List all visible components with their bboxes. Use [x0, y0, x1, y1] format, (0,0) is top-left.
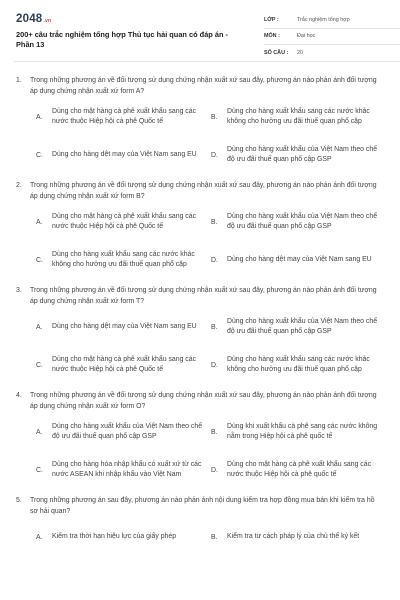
site-logo[interactable]	[16, 13, 51, 25]
question-1	[14, 76, 390, 171]
option-text: Dùng cho mặt hàng cà phê xuất khẩu sang các nước thuộc Hiệp hội cà phê Quốc tế	[52, 212, 197, 230]
option-text: Dùng cho hàng xuất khẩu của Việt Nam theo chế độ ưu đãi thuế quan phổ cập GSP	[227, 212, 378, 230]
option-text: Dùng cho hàng xuất khẩu sang các nước khác không cho hưởng ưu đãi thuế quan phổ cập	[52, 250, 195, 268]
answer-options	[36, 311, 390, 381]
option-letter: B.	[211, 113, 218, 121]
question-number: 3.	[16, 287, 22, 294]
answer-options	[36, 101, 390, 171]
option-text: Dùng khi xuất khẩu cà phê sang các nước không nằm trong Hiệp hội cà phê quốc tế	[227, 422, 378, 440]
question-2	[14, 181, 390, 276]
option-letter: B.	[211, 218, 218, 226]
option-letter: B.	[211, 323, 218, 331]
option-letter: C.	[36, 151, 43, 159]
question-text: Trong những phương án về đối tượng sử dụng chứng nhận xuất xứ sau đây, phương án nào phản ánh đối tượng áp dụng chứng nhận xuất xứ form O?	[30, 392, 377, 410]
option-a[interactable]	[36, 206, 211, 238]
option-a[interactable]	[36, 101, 211, 133]
option-text: Dùng cho hàng dệt may của Việt Nam sang EU	[227, 255, 372, 263]
answer-options	[36, 416, 390, 486]
meta-value: Đại học	[297, 33, 316, 40]
option-text: Dùng cho hàng xuất khẩu của Việt Nam theo chế độ ưu đãi thuế quan phổ cập GSP	[227, 145, 378, 163]
option-letter: C.	[36, 466, 43, 474]
option-a[interactable]	[36, 416, 211, 448]
option-text: Dùng cho hàng xuất khẩu sang các nước khác không cho hưởng ưu đãi thuế quan phổ cập	[227, 107, 370, 125]
question-4	[14, 391, 390, 486]
meta-value: 20	[297, 49, 303, 56]
document-header	[14, 0, 390, 62]
meta-key: LỚP :	[264, 16, 279, 23]
meta-row-count	[264, 45, 400, 62]
page-title: 200+ câu trắc nghiệm tổng hợp Thủ tục hải quan có đáp án - Phần 13	[16, 30, 229, 49]
question-number: 5.	[16, 497, 22, 504]
option-text: Dùng cho hàng dệt may của Việt Nam sang EU	[52, 150, 197, 158]
answer-options	[36, 206, 390, 276]
option-text: Kiểm tra tư cách pháp lý của chủ thể ký kết	[227, 532, 360, 540]
option-b[interactable]	[211, 311, 386, 343]
meta-row-class	[264, 12, 400, 29]
option-text: Dùng cho hàng xuất khẩu của Việt Nam theo chế độ ưu đãi thuế quan phổ cập GSP	[227, 317, 378, 335]
option-b[interactable]	[211, 521, 386, 553]
option-d[interactable]	[211, 244, 386, 276]
question-text: Trong những phương án về đối tượng sử dụng chứng nhận xuất xứ sau đây, phương án nào phản ánh đối tượng áp dụng chứng nhận xuất xứ form A?	[30, 77, 377, 95]
meta-info	[264, 12, 400, 62]
option-letter: B.	[211, 533, 218, 541]
option-text: Dùng cho hàng xuất khẩu của Việt Nam theo chế độ ưu đãi thuế quan phổ cập GSP	[52, 422, 203, 440]
question-5	[14, 496, 390, 553]
logo-suffix: .vn	[43, 18, 52, 24]
option-text: Kiểm tra thời hạn hiệu lực của giấy phép	[52, 532, 177, 540]
option-b[interactable]	[211, 206, 386, 238]
option-letter: A.	[36, 113, 43, 121]
option-d[interactable]	[211, 454, 386, 486]
option-letter: C.	[36, 256, 43, 264]
option-b[interactable]	[211, 101, 386, 133]
option-letter: D.	[211, 361, 218, 369]
question-text: Trong những phương án sau đây, phương án nào phản ánh nội dung kiểm tra hợp đồng mua bán khi kiểm tra hồ sơ hải quan?	[30, 497, 375, 515]
logo-text: 2048	[16, 13, 43, 25]
option-letter: A.	[36, 323, 43, 331]
meta-row-subject	[264, 29, 400, 46]
option-letter: A.	[36, 533, 43, 541]
option-c[interactable]	[36, 349, 211, 381]
option-letter: D.	[211, 151, 218, 159]
option-text: Dùng cho hàng hóa nhập khẩu có xuất xứ từ các nước ASEAN khi nhập khẩu vào Việt Nam	[52, 460, 202, 478]
question-number: 1.	[16, 77, 22, 84]
option-letter: A.	[36, 218, 43, 226]
question-list	[14, 62, 390, 553]
question-3	[14, 286, 390, 381]
meta-key: MÔN :	[264, 33, 280, 40]
answer-options	[36, 521, 390, 553]
option-c[interactable]	[36, 454, 211, 486]
option-letter: D.	[211, 466, 218, 474]
option-letter: A.	[36, 428, 43, 436]
option-c[interactable]	[36, 139, 211, 171]
option-letter: C.	[36, 361, 43, 369]
meta-key: SỐ CÂU :	[264, 49, 289, 56]
option-d[interactable]	[211, 139, 386, 171]
question-text: Trong những phương án về đối tượng sử dụng chứng nhận xuất xứ sau đây, phương án nào phản ánh đối tượng áp dụng chứng nhận xuất xứ form T?	[30, 287, 377, 305]
option-text: Dùng cho mặt hàng cà phê xuất khẩu sang các nước thuộc Hiệp hội cà phê quốc tế	[227, 460, 372, 478]
option-letter: B.	[211, 428, 218, 436]
option-d[interactable]	[211, 349, 386, 381]
option-a[interactable]	[36, 311, 211, 343]
option-letter: D.	[211, 256, 218, 264]
option-a[interactable]	[36, 521, 211, 553]
meta-value: Trắc nghiệm tổng hợp	[297, 16, 350, 23]
option-text: Dùng cho mặt hàng cà phê xuất khẩu sang các nước thuộc Hiệp hội cà phê Quốc tế	[52, 107, 197, 125]
option-text: Dùng cho hàng xuất khẩu sang các nước khác không cho hưởng ưu đãi thuế quan phổ cập	[227, 355, 370, 373]
option-text: Dùng cho mặt hàng cà phê xuất khẩu sang các nước thuộc Hiệp hội cà phê Quốc tế	[52, 355, 197, 373]
question-number: 4.	[16, 392, 22, 399]
option-c[interactable]	[36, 244, 211, 276]
question-text: Trong những phương án về đối tượng sử dụng chứng nhận xuất xứ sau đây, phương án nào phản ánh đối tượng áp dụng chứng nhận xuất xứ form B?	[30, 182, 377, 200]
option-b[interactable]	[211, 416, 386, 448]
question-number: 2.	[16, 182, 22, 189]
option-text: Dùng cho hàng dệt may của Việt Nam sang EU	[52, 322, 197, 330]
